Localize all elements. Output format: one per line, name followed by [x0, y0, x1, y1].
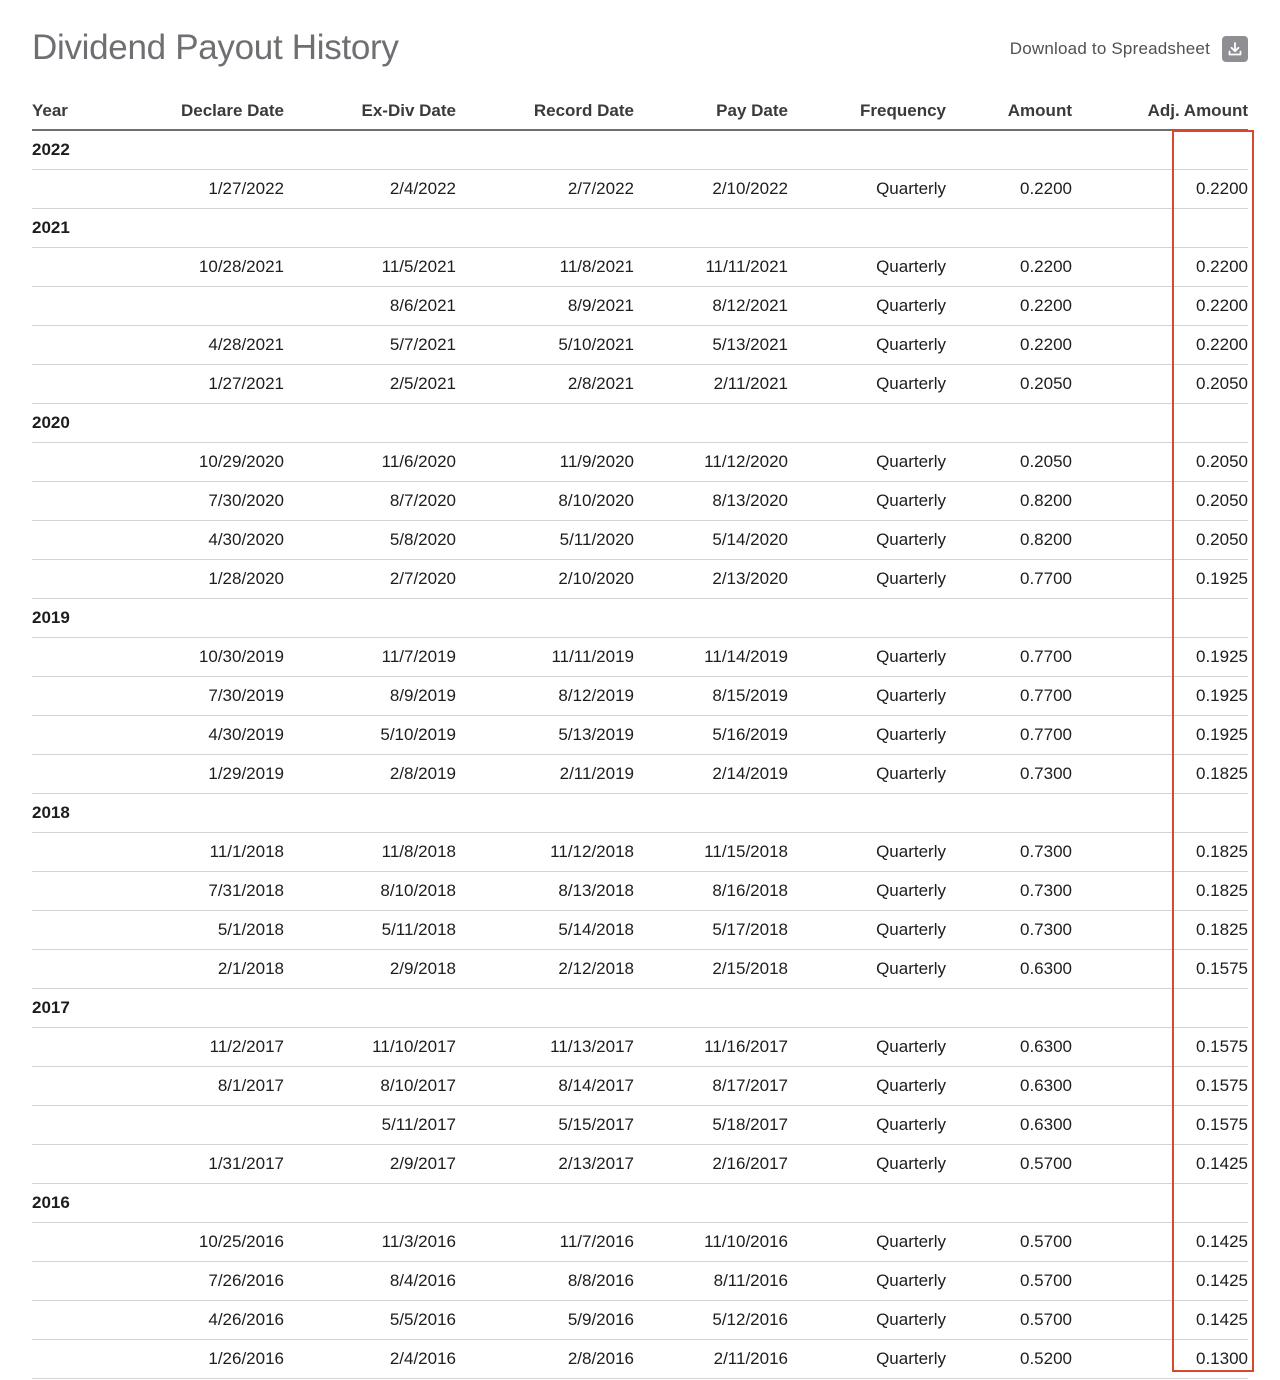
pay-date-cell: 5/16/2019 — [634, 716, 788, 755]
column-header-declare-date[interactable]: Declare Date — [104, 92, 284, 130]
adj-amount-cell: 0.1575 — [1072, 1028, 1248, 1067]
table-row — [32, 833, 1248, 872]
adj-amount-cell: 0.1825 — [1072, 911, 1248, 950]
record-date-cell: 5/9/2016 — [456, 1301, 634, 1340]
pay-date-cell: 5/18/2017 — [634, 1106, 788, 1145]
year-cell — [32, 482, 104, 521]
year-cell — [32, 833, 104, 872]
record-date-cell: 2/12/2018 — [456, 950, 634, 989]
year-label: 2016 — [32, 1184, 1248, 1223]
declare-date-cell — [104, 1106, 284, 1145]
record-date-cell: 11/13/2017 — [456, 1028, 634, 1067]
table-row — [32, 1145, 1248, 1184]
dividend-table — [32, 92, 1248, 1379]
ex-div-date-cell: 8/9/2019 — [284, 677, 456, 716]
declare-date-cell: 4/28/2021 — [104, 326, 284, 365]
amount-cell: 0.7300 — [946, 833, 1072, 872]
record-date-cell: 5/11/2020 — [456, 521, 634, 560]
amount-cell: 0.7700 — [946, 560, 1072, 599]
declare-date-cell: 1/27/2022 — [104, 170, 284, 209]
adj-amount-cell: 0.2200 — [1072, 248, 1248, 287]
pay-date-cell: 8/13/2020 — [634, 482, 788, 521]
amount-cell: 0.2050 — [946, 443, 1072, 482]
download-icon[interactable] — [1222, 36, 1248, 62]
record-date-cell: 2/13/2017 — [456, 1145, 634, 1184]
year-label: 2017 — [32, 989, 1248, 1028]
ex-div-date-cell: 2/9/2018 — [284, 950, 456, 989]
table-row — [32, 1106, 1248, 1145]
amount-cell: 0.8200 — [946, 482, 1072, 521]
pay-date-cell: 5/17/2018 — [634, 911, 788, 950]
record-date-cell: 8/9/2021 — [456, 287, 634, 326]
adj-amount-cell: 0.2050 — [1072, 482, 1248, 521]
table-row — [32, 911, 1248, 950]
amount-cell: 0.5700 — [946, 1223, 1072, 1262]
year-label: 2020 — [32, 404, 1248, 443]
adj-amount-cell: 0.1925 — [1072, 560, 1248, 599]
year-cell — [32, 560, 104, 599]
pay-date-cell: 8/15/2019 — [634, 677, 788, 716]
record-date-cell: 11/12/2018 — [456, 833, 634, 872]
year-cell — [32, 365, 104, 404]
year-cell — [32, 287, 104, 326]
frequency-cell: Quarterly — [788, 560, 946, 599]
record-date-cell: 2/11/2019 — [456, 755, 634, 794]
year-cell — [32, 326, 104, 365]
adj-amount-cell: 0.1575 — [1072, 950, 1248, 989]
year-cell — [32, 950, 104, 989]
adj-amount-cell: 0.1425 — [1072, 1262, 1248, 1301]
year-cell — [32, 1301, 104, 1340]
declare-date-cell: 7/30/2019 — [104, 677, 284, 716]
ex-div-date-cell: 11/5/2021 — [284, 248, 456, 287]
adj-amount-cell: 0.1925 — [1072, 677, 1248, 716]
year-group-row — [32, 794, 1248, 833]
pay-date-cell: 11/12/2020 — [634, 443, 788, 482]
amount-cell: 0.5200 — [946, 1340, 1072, 1379]
ex-div-date-cell: 2/5/2021 — [284, 365, 456, 404]
table-row — [32, 443, 1248, 482]
ex-div-date-cell: 8/10/2018 — [284, 872, 456, 911]
column-header-ex-div-date[interactable]: Ex-Div Date — [284, 92, 456, 130]
amount-cell: 0.2200 — [946, 170, 1072, 209]
ex-div-date-cell: 11/8/2018 — [284, 833, 456, 872]
adj-amount-cell: 0.1425 — [1072, 1301, 1248, 1340]
ex-div-date-cell: 2/8/2019 — [284, 755, 456, 794]
adj-amount-cell: 0.1425 — [1072, 1223, 1248, 1262]
ex-div-date-cell: 8/4/2016 — [284, 1262, 456, 1301]
declare-date-cell: 7/30/2020 — [104, 482, 284, 521]
record-date-cell: 11/11/2019 — [456, 638, 634, 677]
frequency-cell: Quarterly — [788, 950, 946, 989]
declare-date-cell: 1/27/2021 — [104, 365, 284, 404]
frequency-cell: Quarterly — [788, 872, 946, 911]
adj-amount-cell: 0.1300 — [1072, 1340, 1248, 1379]
column-header-year[interactable]: Year — [32, 92, 104, 130]
year-label: 2022 — [32, 130, 1248, 170]
year-cell — [32, 1340, 104, 1379]
record-date-cell: 11/8/2021 — [456, 248, 634, 287]
pay-date-cell: 2/11/2016 — [634, 1340, 788, 1379]
year-group-row — [32, 404, 1248, 443]
record-date-cell: 5/14/2018 — [456, 911, 634, 950]
column-header-frequency[interactable]: Frequency — [788, 92, 946, 130]
ex-div-date-cell: 2/4/2022 — [284, 170, 456, 209]
table-row — [32, 521, 1248, 560]
frequency-cell: Quarterly — [788, 326, 946, 365]
ex-div-date-cell: 5/8/2020 — [284, 521, 456, 560]
amount-cell: 0.7300 — [946, 911, 1072, 950]
year-cell — [32, 755, 104, 794]
pay-date-cell: 2/10/2022 — [634, 170, 788, 209]
frequency-cell: Quarterly — [788, 248, 946, 287]
adj-amount-cell: 0.1825 — [1072, 872, 1248, 911]
pay-date-cell: 2/11/2021 — [634, 365, 788, 404]
year-cell — [32, 521, 104, 560]
year-group-row — [32, 209, 1248, 248]
amount-cell: 0.6300 — [946, 1067, 1072, 1106]
frequency-cell: Quarterly — [788, 1223, 946, 1262]
amount-cell: 0.7700 — [946, 716, 1072, 755]
amount-cell: 0.7700 — [946, 677, 1072, 716]
amount-cell: 0.2200 — [946, 287, 1072, 326]
adj-amount-cell: 0.1575 — [1072, 1106, 1248, 1145]
adj-amount-cell: 0.2050 — [1072, 443, 1248, 482]
declare-date-cell: 1/31/2017 — [104, 1145, 284, 1184]
table-row — [32, 716, 1248, 755]
frequency-cell: Quarterly — [788, 716, 946, 755]
amount-cell: 0.7300 — [946, 872, 1072, 911]
table-row — [32, 755, 1248, 794]
year-cell — [32, 638, 104, 677]
table-row — [32, 1262, 1248, 1301]
year-cell — [32, 1262, 104, 1301]
declare-date-cell: 10/28/2021 — [104, 248, 284, 287]
table-row — [32, 1301, 1248, 1340]
amount-cell: 0.2200 — [946, 326, 1072, 365]
ex-div-date-cell: 5/10/2019 — [284, 716, 456, 755]
ex-div-date-cell: 11/6/2020 — [284, 443, 456, 482]
ex-div-date-cell: 5/5/2016 — [284, 1301, 456, 1340]
ex-div-date-cell: 11/7/2019 — [284, 638, 456, 677]
declare-date-cell: 8/1/2017 — [104, 1067, 284, 1106]
record-date-cell: 8/10/2020 — [456, 482, 634, 521]
amount-cell: 0.5700 — [946, 1145, 1072, 1184]
record-date-cell: 2/8/2016 — [456, 1340, 634, 1379]
adj-amount-cell: 0.1925 — [1072, 638, 1248, 677]
pay-date-cell: 5/14/2020 — [634, 521, 788, 560]
column-header-adj-amount[interactable]: Adj. Amount — [1072, 92, 1248, 130]
declare-date-cell: 7/31/2018 — [104, 872, 284, 911]
table-row — [32, 326, 1248, 365]
amount-cell: 0.7700 — [946, 638, 1072, 677]
adj-amount-cell: 0.2200 — [1072, 287, 1248, 326]
frequency-cell: Quarterly — [788, 170, 946, 209]
year-group-row — [32, 130, 1248, 170]
declare-date-cell: 11/2/2017 — [104, 1028, 284, 1067]
pay-date-cell: 8/11/2016 — [634, 1262, 788, 1301]
table-row — [32, 872, 1248, 911]
amount-cell: 0.6300 — [946, 1028, 1072, 1067]
declare-date-cell: 1/28/2020 — [104, 560, 284, 599]
adj-amount-cell: 0.1825 — [1072, 833, 1248, 872]
frequency-cell: Quarterly — [788, 1106, 946, 1145]
declare-date-cell: 2/1/2018 — [104, 950, 284, 989]
table-row — [32, 1028, 1248, 1067]
frequency-cell: Quarterly — [788, 1145, 946, 1184]
adj-amount-cell: 0.2200 — [1072, 170, 1248, 209]
year-cell — [32, 443, 104, 482]
record-date-cell: 8/14/2017 — [456, 1067, 634, 1106]
pay-date-cell: 11/15/2018 — [634, 833, 788, 872]
declare-date-cell: 4/30/2019 — [104, 716, 284, 755]
table-row — [32, 950, 1248, 989]
page-header — [32, 26, 1248, 76]
record-date-cell: 11/7/2016 — [456, 1223, 634, 1262]
year-label: 2021 — [32, 209, 1248, 248]
frequency-cell: Quarterly — [788, 1067, 946, 1106]
ex-div-date-cell: 5/11/2018 — [284, 911, 456, 950]
record-date-cell: 2/7/2022 — [456, 170, 634, 209]
declare-date-cell: 10/25/2016 — [104, 1223, 284, 1262]
download-label: Download to Spreadsheet — [1009, 39, 1210, 58]
record-date-cell: 2/8/2021 — [456, 365, 634, 404]
frequency-cell: Quarterly — [788, 443, 946, 482]
amount-cell: 0.7300 — [946, 755, 1072, 794]
amount-cell: 0.5700 — [946, 1262, 1072, 1301]
record-date-cell: 5/10/2021 — [456, 326, 634, 365]
declare-date-cell — [104, 287, 284, 326]
year-label: 2018 — [32, 794, 1248, 833]
year-cell — [32, 1223, 104, 1262]
adj-amount-cell: 0.1425 — [1072, 1145, 1248, 1184]
frequency-cell: Quarterly — [788, 287, 946, 326]
column-header-record-date[interactable]: Record Date — [456, 92, 634, 130]
declare-date-cell: 5/1/2018 — [104, 911, 284, 950]
pay-date-cell: 11/14/2019 — [634, 638, 788, 677]
year-cell — [32, 716, 104, 755]
table-row — [32, 365, 1248, 404]
table-row — [32, 482, 1248, 521]
ex-div-date-cell: 11/10/2017 — [284, 1028, 456, 1067]
ex-div-date-cell: 5/7/2021 — [284, 326, 456, 365]
frequency-cell: Quarterly — [788, 638, 946, 677]
adj-amount-cell: 0.2050 — [1072, 365, 1248, 404]
year-cell — [32, 872, 104, 911]
table-row — [32, 287, 1248, 326]
declare-date-cell: 10/29/2020 — [104, 443, 284, 482]
year-cell — [32, 1106, 104, 1145]
table-row — [32, 248, 1248, 287]
table-row — [32, 677, 1248, 716]
adj-amount-cell: 0.1925 — [1072, 716, 1248, 755]
frequency-cell: Quarterly — [788, 1028, 946, 1067]
year-group-row — [32, 1184, 1248, 1223]
amount-cell: 0.2050 — [946, 365, 1072, 404]
table-row — [32, 170, 1248, 209]
frequency-cell: Quarterly — [788, 677, 946, 716]
amount-cell: 0.6300 — [946, 950, 1072, 989]
record-date-cell: 8/8/2016 — [456, 1262, 634, 1301]
record-date-cell: 11/9/2020 — [456, 443, 634, 482]
pay-date-cell: 2/14/2019 — [634, 755, 788, 794]
year-cell — [32, 1145, 104, 1184]
frequency-cell: Quarterly — [788, 833, 946, 872]
download-spreadsheet-button[interactable] — [1010, 36, 1248, 62]
year-cell — [32, 248, 104, 287]
adj-amount-cell: 0.2050 — [1072, 521, 1248, 560]
adj-amount-cell: 0.1825 — [1072, 755, 1248, 794]
pay-date-cell: 5/12/2016 — [634, 1301, 788, 1340]
frequency-cell: Quarterly — [788, 755, 946, 794]
frequency-cell: Quarterly — [788, 1301, 946, 1340]
pay-date-cell: 11/10/2016 — [634, 1223, 788, 1262]
table-row — [32, 1223, 1248, 1262]
frequency-cell: Quarterly — [788, 365, 946, 404]
amount-cell: 0.6300 — [946, 1106, 1072, 1145]
table-row — [32, 560, 1248, 599]
column-header-amount[interactable]: Amount — [946, 92, 1072, 130]
ex-div-date-cell: 8/10/2017 — [284, 1067, 456, 1106]
year-cell — [32, 170, 104, 209]
declare-date-cell: 7/26/2016 — [104, 1262, 284, 1301]
year-cell — [32, 1067, 104, 1106]
ex-div-date-cell: 5/11/2017 — [284, 1106, 456, 1145]
table-body — [32, 130, 1248, 1379]
pay-date-cell: 2/16/2017 — [634, 1145, 788, 1184]
frequency-cell: Quarterly — [788, 1340, 946, 1379]
pay-date-cell: 8/12/2021 — [634, 287, 788, 326]
ex-div-date-cell: 11/3/2016 — [284, 1223, 456, 1262]
pay-date-cell: 2/15/2018 — [634, 950, 788, 989]
ex-div-date-cell: 2/4/2016 — [284, 1340, 456, 1379]
page-title: Dividend Payout History — [32, 28, 399, 67]
declare-date-cell: 1/29/2019 — [104, 755, 284, 794]
record-date-cell: 5/15/2017 — [456, 1106, 634, 1145]
year-group-row — [32, 599, 1248, 638]
declare-date-cell: 4/30/2020 — [104, 521, 284, 560]
year-group-row — [32, 989, 1248, 1028]
adj-amount-cell: 0.2200 — [1072, 326, 1248, 365]
year-label: 2019 — [32, 599, 1248, 638]
record-date-cell: 8/13/2018 — [456, 872, 634, 911]
pay-date-cell: 5/13/2021 — [634, 326, 788, 365]
declare-date-cell: 4/26/2016 — [104, 1301, 284, 1340]
amount-cell: 0.5700 — [946, 1301, 1072, 1340]
frequency-cell: Quarterly — [788, 482, 946, 521]
record-date-cell: 2/10/2020 — [456, 560, 634, 599]
declare-date-cell: 1/26/2016 — [104, 1340, 284, 1379]
record-date-cell: 8/12/2019 — [456, 677, 634, 716]
ex-div-date-cell: 2/7/2020 — [284, 560, 456, 599]
amount-cell: 0.2200 — [946, 248, 1072, 287]
ex-div-date-cell: 8/7/2020 — [284, 482, 456, 521]
year-cell — [32, 1028, 104, 1067]
ex-div-date-cell: 2/9/2017 — [284, 1145, 456, 1184]
pay-date-cell: 11/16/2017 — [634, 1028, 788, 1067]
table-row — [32, 1067, 1248, 1106]
year-cell — [32, 677, 104, 716]
declare-date-cell: 11/1/2018 — [104, 833, 284, 872]
table-row — [32, 1340, 1248, 1379]
frequency-cell: Quarterly — [788, 521, 946, 560]
record-date-cell: 5/13/2019 — [456, 716, 634, 755]
column-header-pay-date[interactable]: Pay Date — [634, 92, 788, 130]
adj-amount-cell: 0.1575 — [1072, 1067, 1248, 1106]
pay-date-cell: 8/16/2018 — [634, 872, 788, 911]
frequency-cell: Quarterly — [788, 1262, 946, 1301]
frequency-cell: Quarterly — [788, 911, 946, 950]
pay-date-cell: 2/13/2020 — [634, 560, 788, 599]
table-header — [32, 92, 1248, 130]
declare-date-cell: 10/30/2019 — [104, 638, 284, 677]
amount-cell: 0.8200 — [946, 521, 1072, 560]
pay-date-cell: 11/11/2021 — [634, 248, 788, 287]
pay-date-cell: 8/17/2017 — [634, 1067, 788, 1106]
ex-div-date-cell: 8/6/2021 — [284, 287, 456, 326]
table-row — [32, 638, 1248, 677]
year-cell — [32, 911, 104, 950]
